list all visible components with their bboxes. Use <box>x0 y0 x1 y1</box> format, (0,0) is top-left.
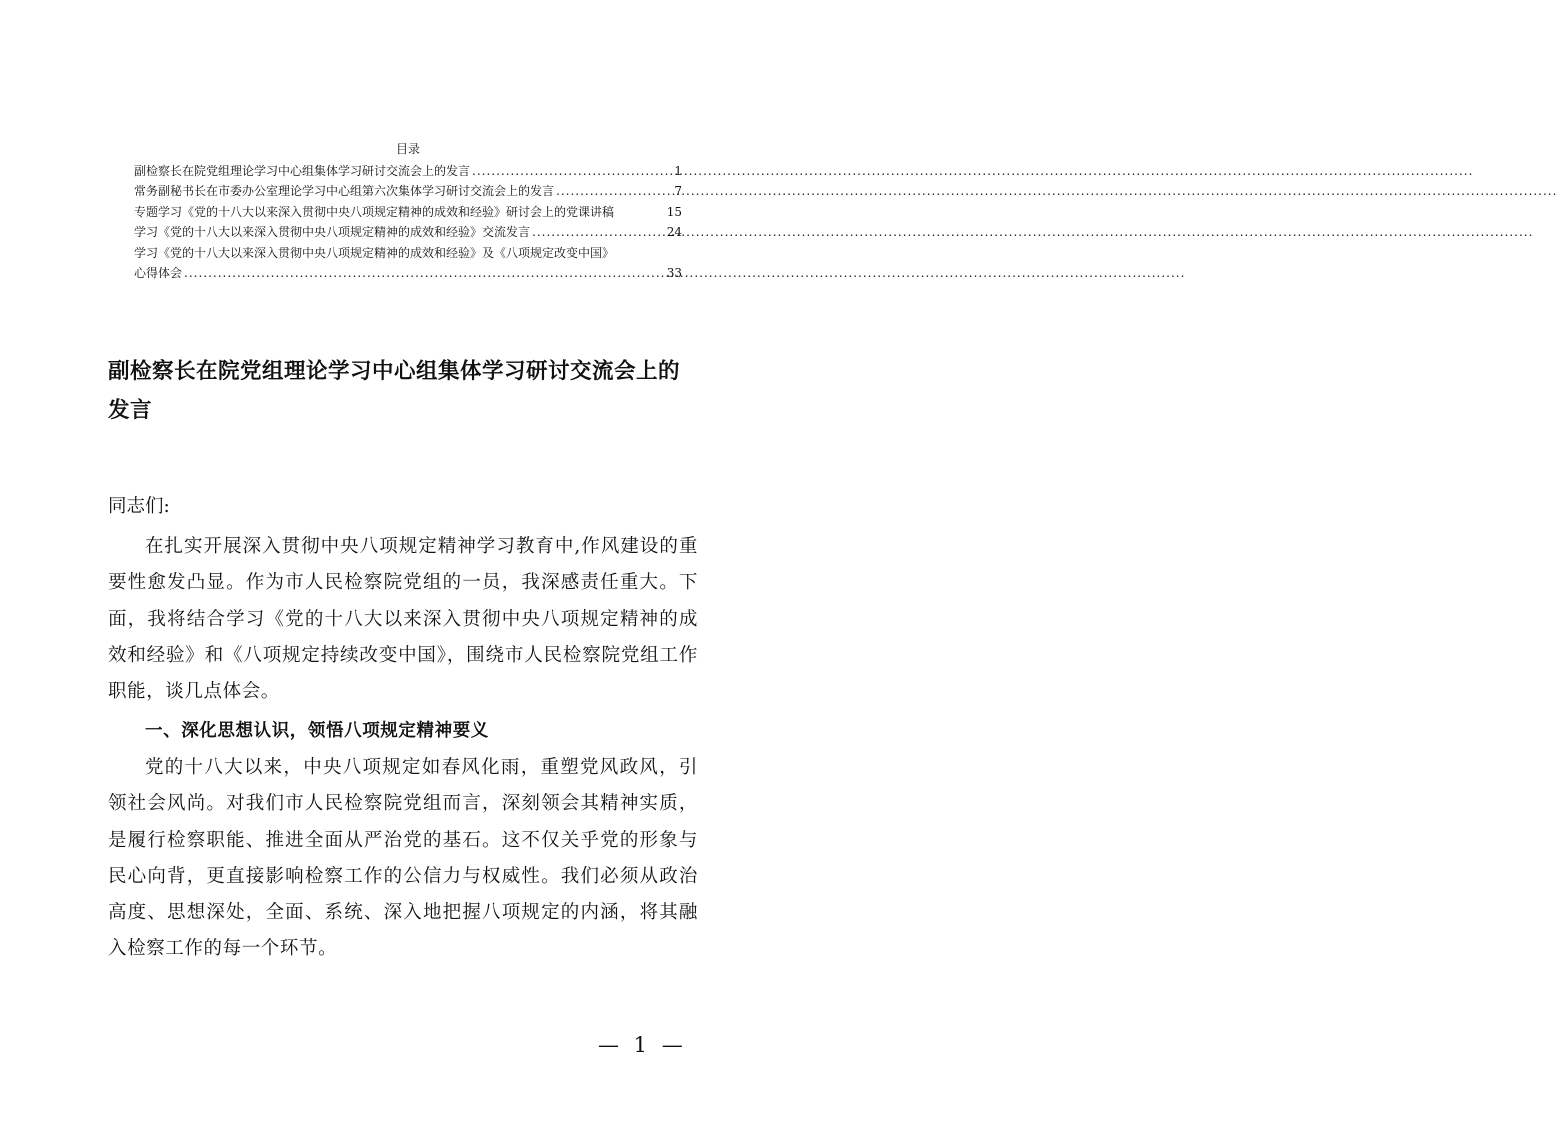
toc-entry[interactable] <box>134 263 682 284</box>
section-heading: 一、深化思想认识，领悟八项规定精神要义 <box>145 721 489 741</box>
toc-leader-dots <box>556 181 672 202</box>
toc-entry-text: 常务副秘书长在市委办公室理论学习中心组第六次集体学习研讨交流会上的发言 <box>134 184 555 198</box>
toc-entry-page: 7 <box>674 184 682 198</box>
toc-leader-dots <box>184 263 665 284</box>
toc-title: 目录 <box>395 142 420 156</box>
toc-entry-text: 学习《党的十八大以来深入贯彻中央八项规定精神的成效和经验》交流发言 <box>134 225 531 239</box>
toc-entry-text: 心得体会 <box>134 266 183 280</box>
salutation: 同志们: <box>108 496 170 517</box>
toc-entry[interactable] <box>134 181 682 202</box>
toc-entry-text-line1[interactable]: 学习《党的十八大以来深入贯彻中央八项规定精神的成效和经验》及《八项规定改变中国》 <box>134 245 615 260</box>
body-paragraph: 党的十八大以来，中央八项规定如春风化雨，重塑党风政风，引领社会风尚。对我们市人民检察院党组而言，深刻领会其精神实质，是履行检察职能、推进全面从严治党的基石。这不仅关乎党的形象与民心向背，更直接影响检察工作的公信力与权威性。我们必须从政治高度、思想深处，全面、系统、深入地把握八项规定的内涵，将其融入检察工作的每一个环节。 <box>108 757 698 960</box>
toc-entry-page: 33 <box>666 266 682 280</box>
toc-entry-page: 15 <box>666 204 682 219</box>
toc-entry[interactable] <box>134 222 682 243</box>
toc-entry-page: 24 <box>666 225 682 239</box>
toc-leader-dots <box>532 222 665 243</box>
toc-entry[interactable] <box>134 161 682 182</box>
toc-entry-text: 专题学习《党的十八大以来深入贯彻中央八项规定精神的成效和经验》研讨会上的党课讲稿 <box>134 204 615 219</box>
toc-entry-page: 1 <box>674 163 682 178</box>
body-paragraph: 在扎实开展深入贯彻中央八项规定精神学习教育中,作风建设的重要性愈发凸显。作为市人民检察院党组的一员，我深感责任重大。下面，我将结合学习《党的十八大以来深入贯彻中央八项规定精神的成效和经验》和《八项规定持续改变中国》，围绕市人民检察院党组工作职能，谈几点体会。 <box>108 536 698 703</box>
document-title: 副检察长在院党组理论学习中心组集体学习研讨交流会上的发言 <box>108 359 681 423</box>
toc-entry[interactable] <box>134 202 682 223</box>
table-of-contents <box>134 139 682 284</box>
page-number: — 1 — <box>598 1033 687 1057</box>
toc-entry-text: 副检察长在院党组理论学习中心组集体学习研讨交流会上的发言 <box>134 163 471 178</box>
toc-leader-dots <box>472 161 672 182</box>
